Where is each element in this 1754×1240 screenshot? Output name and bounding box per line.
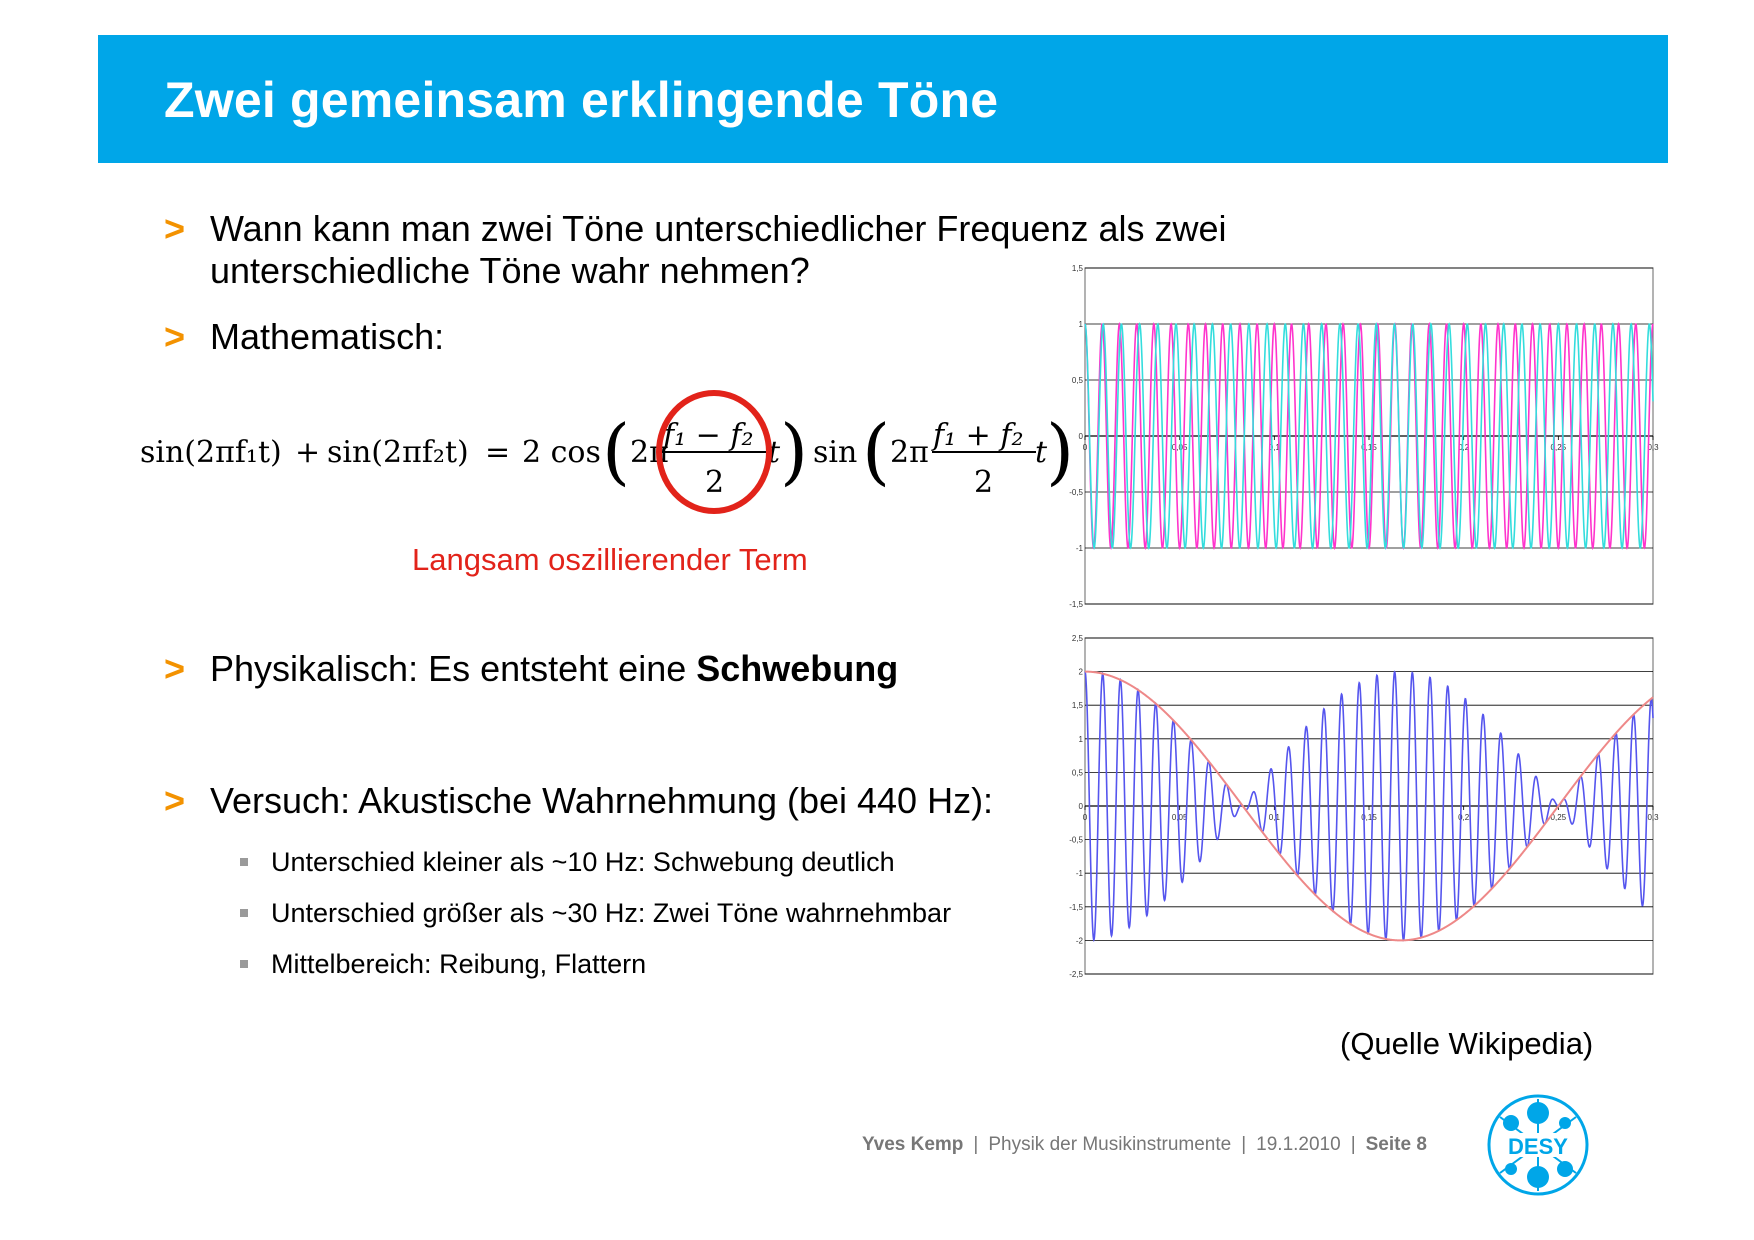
chart-y-tick-label: -2,5 — [1069, 970, 1083, 979]
formula-num-diff: f₁ − f₂ — [663, 418, 754, 453]
formula-two-pi-2: 2π — [890, 435, 929, 470]
bullet-mathematical — [164, 316, 444, 358]
chart-y-tick-label: -1 — [1075, 544, 1083, 553]
chart-x-tick-label: 0,05 — [1171, 443, 1188, 452]
chart-x-tick-label: 0 — [1082, 813, 1088, 822]
footer-author: Yves Kemp — [862, 1134, 964, 1155]
chart-x-tick-label: 0,2 — [1458, 443, 1470, 452]
chart-y-tick-label: 1 — [1078, 320, 1083, 329]
chart-y-tick-label: -1,5 — [1069, 600, 1083, 609]
bullet-arrow-icon: > — [164, 316, 186, 357]
chart-x-tick-label: 0,1 — [1268, 443, 1280, 452]
bullet-arrow-icon: > — [164, 648, 186, 689]
formula-t-1: t — [768, 435, 781, 470]
bullet-text: Mathematisch: — [210, 316, 445, 357]
subbullet-large-difference — [240, 897, 951, 929]
square-bullet-icon — [240, 858, 248, 866]
formula-paren-open-2: ( — [862, 409, 891, 493]
chart-y-tick-label: 2 — [1078, 667, 1083, 677]
formula-paren-close-2: ) — [1046, 409, 1075, 493]
title-bar — [98, 35, 1668, 163]
chart-y-tick-label: 0 — [1078, 802, 1083, 811]
chart-y-tick-label: -2 — [1075, 936, 1083, 946]
formula-sin: sin — [813, 435, 858, 470]
formula-paren-close-1: ) — [780, 409, 809, 493]
chart-x-tick-label: 0,1 — [1268, 813, 1280, 822]
chart-beat — [1069, 628, 1659, 979]
chart-x-tick-label: 0,25 — [1550, 813, 1567, 822]
bullet-experiment — [164, 780, 993, 822]
formula-paren-open-1: ( — [602, 409, 631, 493]
formula-lhs-a: sin(2πf₁t) — [140, 435, 282, 470]
bullet-text: Wann kann man zwei Töne unterschiedlicher Frequenz als zwei unterschiedliche Töne wahr nehmen? — [210, 208, 1227, 291]
formula-lhs-b: sin(2πf₂t) — [327, 435, 469, 470]
footer: Yves Kemp | Physik der Musikinstrumente | 19.1.2010 | Seite 8 — [862, 1134, 1427, 1155]
formula-den-1: 2 — [705, 465, 725, 500]
bullet-arrow-icon: > — [164, 208, 186, 249]
bullet-text: Physikalisch: Es entsteht eine — [210, 648, 697, 689]
bullet-arrow-icon: > — [164, 780, 186, 821]
chart-x-tick-label: 0 — [1082, 443, 1088, 452]
formula-two-pi-1: 2π — [630, 435, 669, 470]
chart-y-tick-label: 1 — [1078, 734, 1083, 744]
beat-formula — [140, 380, 1075, 530]
bullet-bold-term: Schwebung — [696, 648, 899, 689]
chart-x-tick-label: 0,25 — [1550, 443, 1567, 452]
formula-t-2: t — [1035, 435, 1048, 470]
chart-x-tick-label: 0,15 — [1361, 443, 1377, 452]
chart-y-tick-label: 1,5 — [1071, 701, 1083, 711]
subbullet-text: Unterschied größer als ~30 Hz: Zwei Töne wahrnehmbar — [271, 898, 952, 928]
chart-y-tick-label: -0,5 — [1069, 835, 1083, 845]
chart-y-tick-label: 1,5 — [1071, 264, 1083, 273]
chart-y-tick-label: -1 — [1075, 869, 1083, 879]
subbullet-small-difference — [240, 846, 895, 878]
source-note: (Quelle Wikipedia) — [1340, 1026, 1594, 1061]
chart-y-tick-label: 0 — [1078, 432, 1083, 441]
chart-x-tick-label: 0,15 — [1361, 813, 1377, 822]
chart-y-tick-label: 2,5 — [1071, 634, 1083, 643]
chart-y-tick-label: 0,5 — [1071, 768, 1083, 778]
subbullet-text: Unterschied kleiner als ~10 Hz: Schwebung deutlich — [271, 847, 895, 877]
chart-two-tones — [1069, 258, 1659, 609]
chart-x-tick-label: 0,3 — [1647, 443, 1659, 452]
bullet-physical — [164, 648, 898, 690]
bullet-text: Versuch: Akustische Wahrnehmung (bei 440 Hz): — [210, 780, 994, 821]
chart-x-tick-label: 0,3 — [1647, 813, 1659, 822]
formula-equals: = — [485, 435, 511, 470]
square-bullet-icon — [240, 960, 248, 968]
formula-plus: + — [295, 435, 321, 470]
subbullet-text: Mittelbereich: Reibung, Flattern — [271, 949, 647, 979]
chart-x-tick-label: 0,2 — [1458, 813, 1470, 822]
formula-cos: 2 cos — [522, 435, 601, 470]
footer-page: Seite 8 — [1365, 1134, 1427, 1155]
subbullet-middle-range — [240, 948, 646, 980]
formula-den-2: 2 — [974, 465, 994, 500]
square-bullet-icon — [240, 909, 248, 917]
logo-text: DESY — [1508, 1134, 1568, 1159]
chart-y-tick-label: -0,5 — [1069, 488, 1083, 497]
chart-x-tick-label: 0,05 — [1171, 813, 1188, 822]
chart-y-tick-label: 0,5 — [1071, 376, 1083, 385]
footer-date: 19.1.2010 — [1256, 1134, 1341, 1155]
footer-course: Physik der Musikinstrumente — [988, 1134, 1232, 1155]
formula-note: Langsam oszillierender Term — [412, 542, 808, 577]
desy-logo — [1486, 1093, 1590, 1197]
chart-y-tick-label: -1,5 — [1069, 902, 1083, 912]
slide-title: Zwei gemeinsam erklingende Töne — [164, 72, 999, 128]
formula-num-sum: f₁ + f₂ — [933, 418, 1024, 453]
